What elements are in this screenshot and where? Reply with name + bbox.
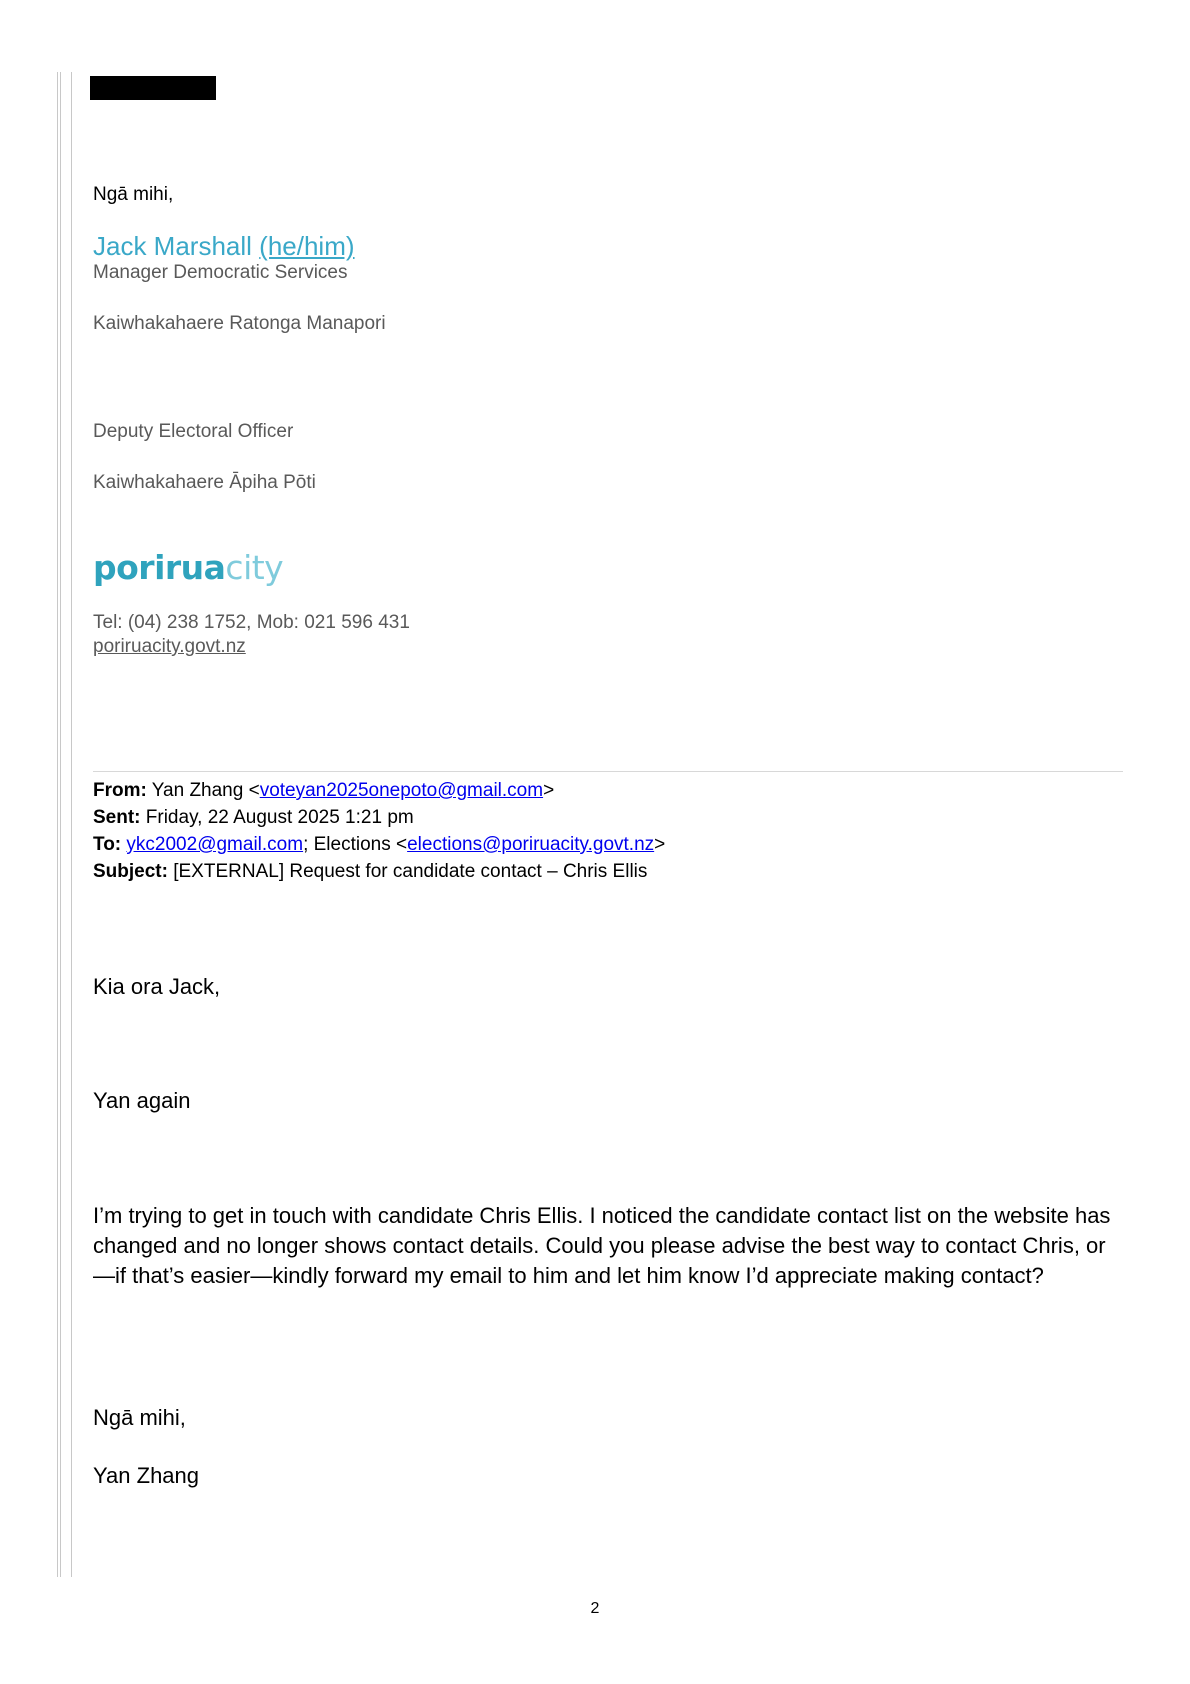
signature-name: Jack Marshall [93, 231, 252, 261]
body-closing: Ngā mihi, [93, 1405, 186, 1430]
porirua-city-logo [93, 548, 283, 587]
subject-value: [EXTERNAL] Request for candidate contact – Chris Ellis [173, 861, 648, 882]
body-paragraph: I’m trying to get in touch with candidate Chris Ellis. I noticed the candidate contact list on the website has changed and no longer shows contact details. Could you please advise the best way to contact Chris, or—if that’s easier—kindly forward my email to him and let him know I’d appreciate making contact? [93, 1203, 1111, 1288]
signature-role-en: Deputy Electoral Officer [93, 421, 294, 442]
to-name-2: Elections [313, 834, 391, 855]
website-link[interactable]: poriruacity.govt.nz [93, 636, 246, 657]
from-label: From: [93, 780, 147, 801]
sent-line [93, 807, 414, 829]
signature-title-mi: Kaiwhakahaere Ratonga Manapori [93, 313, 386, 334]
page-number: 2 [590, 1600, 600, 1617]
header-divider [93, 771, 1123, 772]
to-email-link-1[interactable]: ykc2002@gmail.com [126, 834, 304, 855]
pronouns-link[interactable]: (he/him) [259, 231, 355, 261]
sent-value: Friday, 22 August 2025 1:21 pm [145, 807, 414, 828]
signature-name-line [93, 231, 355, 262]
quote-bar [57, 72, 61, 1577]
from-line: From: Yan Zhang <voteyan2025onepoto@gmail.com> [93, 780, 555, 801]
signature-title-en: Manager Democratic Services [93, 262, 348, 283]
sent-label: Sent: [93, 807, 141, 828]
redaction-box [90, 76, 216, 100]
signature-phone: Tel: (04) 238 1752, Mob: 021 596 431 [93, 612, 410, 633]
subject-label: Subject: [93, 861, 168, 882]
from-name: Yan Zhang [151, 780, 244, 801]
body-intro: Yan again [93, 1088, 191, 1113]
logo-text-bold: porirua [93, 548, 226, 587]
to-label: To: [93, 834, 122, 855]
signature-role-mi: Kaiwhakahaere Āpiha Pōti [93, 472, 316, 493]
to-line: To: ykc2002@gmail.com; Elections <elections@poriruacity.govt.nz> [93, 834, 666, 855]
from-email-link[interactable]: voteyan2025onepoto@gmail.com [259, 780, 544, 801]
quote-bar-inner [71, 72, 73, 1577]
body-salutation: Kia ora Jack, [93, 974, 221, 999]
to-email-link-2[interactable]: elections@poriruacity.govt.nz [407, 834, 655, 855]
logo-text-light: city [225, 548, 284, 587]
body-sender: Yan Zhang [93, 1463, 200, 1488]
subject-line [93, 861, 647, 883]
signature-greeting: Ngā mihi, [93, 184, 174, 205]
